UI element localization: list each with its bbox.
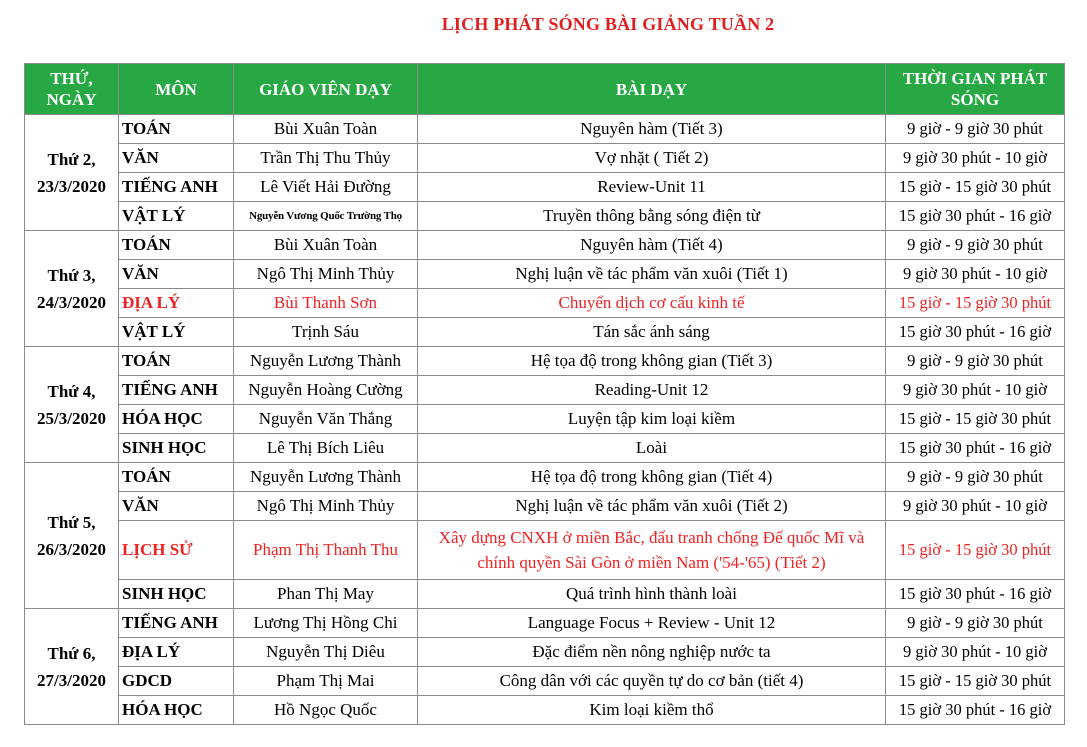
time-cell: 9 giờ - 9 giờ 30 phút bbox=[886, 609, 1065, 638]
table-row bbox=[25, 260, 1065, 289]
time-cell: 9 giờ - 9 giờ 30 phút bbox=[886, 463, 1065, 492]
table-row bbox=[25, 347, 1065, 376]
table-row bbox=[25, 202, 1065, 231]
lesson-cell: Tán sắc ánh sáng bbox=[418, 318, 886, 347]
lesson-cell: Review-Unit 11 bbox=[418, 173, 886, 202]
teacher-cell: Hồ Ngọc Quốc bbox=[234, 696, 418, 725]
header-teacher: GIÁO VIÊN DẠY bbox=[234, 64, 418, 115]
teacher-cell: Ngô Thị Minh Thủy bbox=[234, 492, 418, 521]
table-row bbox=[25, 492, 1065, 521]
table-row bbox=[25, 376, 1065, 405]
teacher-cell: Phạm Thị Mai bbox=[234, 667, 418, 696]
time-cell: 9 giờ 30 phút - 10 giờ bbox=[886, 638, 1065, 667]
teacher-cell: Nguyễn Hoàng Cường bbox=[234, 376, 418, 405]
lesson-cell: Xây dựng CNXH ở miền Bắc, đấu tranh chống Đế quốc Mĩ và chính quyền Sài Gòn ở miền Nam ('54-'65) (Tiết 2) bbox=[418, 521, 886, 580]
time-cell: 9 giờ 30 phút - 10 giờ bbox=[886, 260, 1065, 289]
teacher-cell: Bùi Xuân Toàn bbox=[234, 231, 418, 260]
lesson-cell: Nguyên hàm (Tiết 4) bbox=[418, 231, 886, 260]
table-row bbox=[25, 231, 1065, 260]
time-cell: 9 giờ 30 phút - 10 giờ bbox=[886, 144, 1065, 173]
subject-cell: VẬT LÝ bbox=[119, 318, 234, 347]
subject-cell: GDCD bbox=[119, 667, 234, 696]
subject-cell: HÓA HỌC bbox=[119, 405, 234, 434]
time-cell: 9 giờ - 9 giờ 30 phút bbox=[886, 115, 1065, 144]
schedule-table bbox=[24, 63, 1065, 725]
header-subject: MÔN bbox=[119, 64, 234, 115]
header-lesson: BÀI DẠY bbox=[418, 64, 886, 115]
teacher-cell: Ngô Thị Minh Thủy bbox=[234, 260, 418, 289]
header-row bbox=[25, 64, 1065, 115]
teacher-cell: Lê Viết Hải Đường bbox=[234, 173, 418, 202]
teacher-cell: Trần Thị Thu Thủy bbox=[234, 144, 418, 173]
lesson-cell: Luyện tập kim loại kiềm bbox=[418, 405, 886, 434]
lesson-cell: Language Focus + Review - Unit 12 bbox=[418, 609, 886, 638]
day-cell: Thứ 2, 23/3/2020 bbox=[25, 115, 119, 231]
lesson-cell: Nghị luận về tác phẩm văn xuôi (Tiết 1) bbox=[418, 260, 886, 289]
table-row bbox=[25, 318, 1065, 347]
table-row bbox=[25, 173, 1065, 202]
teacher-cell: Nguyễn Lương Thành bbox=[234, 463, 418, 492]
subject-cell: HÓA HỌC bbox=[119, 696, 234, 725]
teacher-cell: Phạm Thị Thanh Thu bbox=[234, 521, 418, 580]
table-row bbox=[25, 521, 1065, 580]
subject-cell: TIẾNG ANH bbox=[119, 609, 234, 638]
lesson-cell: Kim loại kiềm thổ bbox=[418, 696, 886, 725]
time-cell: 15 giờ - 15 giờ 30 phút bbox=[886, 173, 1065, 202]
lesson-cell: Nghị luận về tác phẩm văn xuôi (Tiết 2) bbox=[418, 492, 886, 521]
teacher-cell: Nguyễn Lương Thành bbox=[234, 347, 418, 376]
teacher-cell: Bùi Xuân Toàn bbox=[234, 115, 418, 144]
teacher-cell: Phan Thị May bbox=[234, 580, 418, 609]
lesson-cell: Quá trình hình thành loài bbox=[418, 580, 886, 609]
subject-cell: LỊCH SỬ bbox=[119, 521, 234, 580]
time-cell: 9 giờ 30 phút - 10 giờ bbox=[886, 376, 1065, 405]
teacher-cell: Bùi Thanh Sơn bbox=[234, 289, 418, 318]
lesson-cell: Hệ tọa độ trong không gian (Tiết 4) bbox=[418, 463, 886, 492]
day-cell: Thứ 3, 24/3/2020 bbox=[25, 231, 119, 347]
subject-cell: SINH HỌC bbox=[119, 434, 234, 463]
table-row bbox=[25, 463, 1065, 492]
subject-cell: VĂN bbox=[119, 260, 234, 289]
table-row bbox=[25, 580, 1065, 609]
teacher-cell: Nguyễn Vương Quốc Trường Thọ bbox=[234, 202, 418, 231]
lesson-cell: Công dân với các quyền tự do cơ bản (tiết 4) bbox=[418, 667, 886, 696]
header-day: THỨ, NGÀY bbox=[25, 64, 119, 115]
time-cell: 15 giờ - 15 giờ 30 phút bbox=[886, 521, 1065, 580]
time-cell: 15 giờ - 15 giờ 30 phút bbox=[886, 667, 1065, 696]
subject-cell: TIẾNG ANH bbox=[119, 376, 234, 405]
lesson-cell: Loài bbox=[418, 434, 886, 463]
subject-cell: ĐỊA LÝ bbox=[119, 289, 234, 318]
page-title: LỊCH PHÁT SÓNG BÀI GIẢNG TUẦN 2 bbox=[441, 14, 775, 34]
subject-cell: VẬT LÝ bbox=[119, 202, 234, 231]
time-cell: 15 giờ 30 phút - 16 giờ bbox=[886, 580, 1065, 609]
header-time: THỜI GIAN PHÁT SÓNG bbox=[886, 64, 1065, 115]
lesson-cell: Nguyên hàm (Tiết 3) bbox=[418, 115, 886, 144]
time-cell: 15 giờ - 15 giờ 30 phút bbox=[886, 405, 1065, 434]
table-row bbox=[25, 696, 1065, 725]
time-cell: 9 giờ 30 phút - 10 giờ bbox=[886, 492, 1065, 521]
table-row bbox=[25, 144, 1065, 173]
teacher-cell: Lê Thị Bích Liêu bbox=[234, 434, 418, 463]
table-row bbox=[25, 638, 1065, 667]
lesson-cell: Hệ tọa độ trong không gian (Tiết 3) bbox=[418, 347, 886, 376]
subject-cell: TOÁN bbox=[119, 115, 234, 144]
teacher-cell: Nguyễn Văn Thắng bbox=[234, 405, 418, 434]
lesson-cell: Chuyển dịch cơ cấu kinh tế bbox=[418, 289, 886, 318]
table-row bbox=[25, 289, 1065, 318]
subject-cell: VĂN bbox=[119, 144, 234, 173]
day-cell: Thứ 4, 25/3/2020 bbox=[25, 347, 119, 463]
teacher-cell: Trịnh Sáu bbox=[234, 318, 418, 347]
lesson-cell: Truyền thông bằng sóng điện từ bbox=[418, 202, 886, 231]
time-cell: 15 giờ 30 phút - 16 giờ bbox=[886, 434, 1065, 463]
table-row bbox=[25, 609, 1065, 638]
day-cell: Thứ 6, 27/3/2020 bbox=[25, 609, 119, 725]
lesson-cell: Reading-Unit 12 bbox=[418, 376, 886, 405]
time-cell: 15 giờ 30 phút - 16 giờ bbox=[886, 696, 1065, 725]
table-row bbox=[25, 667, 1065, 696]
subject-cell: ĐỊA LÝ bbox=[119, 638, 234, 667]
subject-cell: TOÁN bbox=[119, 347, 234, 376]
table-row bbox=[25, 405, 1065, 434]
subject-cell: SINH HỌC bbox=[119, 580, 234, 609]
teacher-cell: Lương Thị Hồng Chi bbox=[234, 609, 418, 638]
subject-cell: TOÁN bbox=[119, 231, 234, 260]
table-row bbox=[25, 434, 1065, 463]
subject-cell: TOÁN bbox=[119, 463, 234, 492]
time-cell: 15 giờ - 15 giờ 30 phút bbox=[886, 289, 1065, 318]
time-cell: 15 giờ 30 phút - 16 giờ bbox=[886, 202, 1065, 231]
table-row bbox=[25, 115, 1065, 144]
day-cell: Thứ 5, 26/3/2020 bbox=[25, 463, 119, 609]
teacher-cell: Nguyễn Thị Diêu bbox=[234, 638, 418, 667]
time-cell: 9 giờ - 9 giờ 30 phút bbox=[886, 347, 1065, 376]
time-cell: 9 giờ - 9 giờ 30 phút bbox=[886, 231, 1065, 260]
lesson-cell: Vợ nhặt ( Tiết 2) bbox=[418, 144, 886, 173]
subject-cell: VĂN bbox=[119, 492, 234, 521]
lesson-cell: Đặc điểm nền nông nghiệp nước ta bbox=[418, 638, 886, 667]
time-cell: 15 giờ 30 phút - 16 giờ bbox=[886, 318, 1065, 347]
subject-cell: TIẾNG ANH bbox=[119, 173, 234, 202]
